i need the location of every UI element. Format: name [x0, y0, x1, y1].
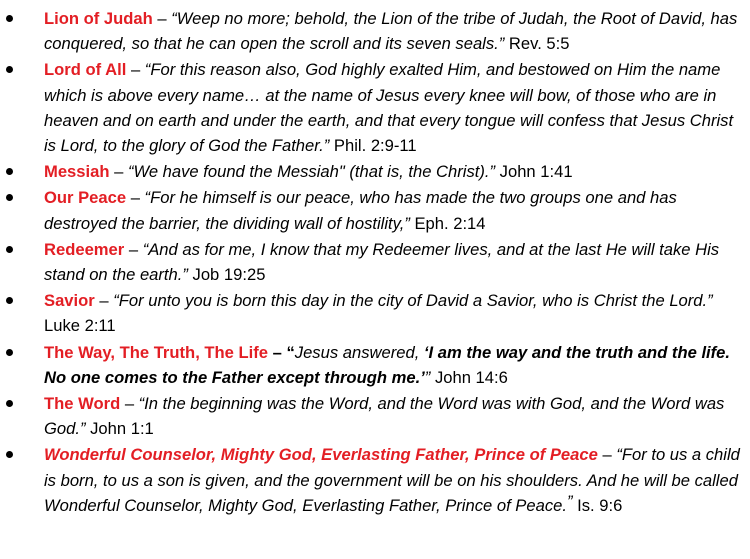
item-quote: “Weep no more; behold, the Lion of the tribe of Judah, the Root of David, has conquered, so that he can open the scroll and its seven seals.”	[44, 9, 738, 54]
item-quote: “We have found the Messiah" (that is, the Christ).”	[127, 162, 496, 182]
item-term: Lord of All	[44, 60, 127, 80]
item-open-quote: “	[286, 342, 295, 362]
item-separator: –	[152, 9, 172, 28]
bullet-icon	[6, 400, 13, 407]
item-separator: –	[268, 342, 287, 362]
item-quote: “For he himself is our peace, who has made the two groups one and has destroyed the barrier, the dividing wall of hostility,”	[44, 188, 677, 233]
item-term: The Way, The Truth, The Life	[44, 342, 269, 362]
item-term: Redeemer	[44, 239, 125, 259]
item-close-quote: ”	[566, 491, 573, 511]
bullet-icon	[6, 66, 13, 73]
item-term: Wonderful Counselor, Mighty God, Everlasting Father, Prince of Peace	[44, 445, 598, 465]
list-item-lord-of-all	[0, 57, 750, 158]
item-term: Lion of Judah	[44, 9, 153, 28]
item-reference: John 14:6	[430, 367, 508, 387]
item-term: Savior	[44, 291, 95, 311]
item-quote-intro: Jesus answered,	[294, 342, 424, 362]
item-separator: –	[94, 291, 114, 311]
bullet-icon	[6, 15, 13, 22]
item-quote: “For unto you is born this day in the city of David a Savior, who is Christ the Lord.”	[113, 291, 713, 311]
item-term: Messiah	[44, 162, 110, 182]
item-term: The Word	[44, 394, 121, 414]
item-separator: –	[597, 445, 617, 465]
bullet-icon	[6, 349, 13, 356]
item-reference: John 1:41	[495, 162, 573, 182]
names-of-jesus-list	[0, 6, 750, 519]
item-quote: “For to us a child is born, to us a son is given, and the government will be on his shoulders. And he will be called Wonderful Counselor, Mighty God, Everlasting Father, Prince of Peace.	[44, 445, 740, 515]
item-quote: “And as for me, I know that my Redeemer lives, and at the last He will take His stand on the earth.”	[44, 239, 720, 285]
item-reference: John 1:1	[85, 419, 154, 439]
item-separator: –	[109, 162, 128, 182]
list-item-the-way-the-truth-the-life	[0, 340, 750, 390]
bullet-icon	[6, 168, 13, 175]
list-item-the-word	[0, 391, 750, 441]
list-item-our-peace	[0, 185, 750, 235]
item-separator: –	[120, 394, 139, 414]
item-reference: Job 19:25	[187, 265, 266, 285]
item-reference: Eph. 2:14	[409, 213, 486, 233]
list-item-wonderful-counselor	[0, 442, 750, 518]
item-close-quote: ”	[424, 367, 431, 387]
item-term: Our Peace	[44, 188, 127, 208]
bullet-icon	[6, 451, 13, 458]
item-separator: –	[126, 60, 145, 80]
list-item-redeemer	[0, 237, 750, 287]
bullet-icon	[6, 194, 13, 201]
item-reference: Rev. 5:5	[504, 34, 570, 54]
item-quote: “In the beginning was the Word, and the Word was with God, and the Word was God.”	[44, 394, 725, 439]
list-item-savior	[0, 288, 750, 338]
item-reference: Phil. 2:9-11	[329, 136, 417, 156]
item-separator: –	[124, 239, 143, 259]
item-reference: Is. 9:6	[572, 495, 623, 515]
bullet-icon	[6, 246, 13, 253]
list-item-lion-of-judah	[0, 6, 750, 56]
item-reference: Luke 2:11	[44, 316, 116, 336]
item-separator: –	[126, 188, 145, 208]
list-item-messiah	[0, 159, 750, 184]
item-quote: “For this reason also, God highly exalted Him, and bestowed on Him the name which is above every name… at the name of Jesus every knee will bow, of those who are in heaven and on earth and under the earth, and that every tongue will confess that Jesus Christ is Lord, to the glory of God the Father.”	[44, 60, 734, 156]
bullet-icon	[6, 297, 13, 304]
item-quote-bold: ‘I am the way and the truth and the life. No one comes to the Father except through me.’	[44, 342, 731, 387]
